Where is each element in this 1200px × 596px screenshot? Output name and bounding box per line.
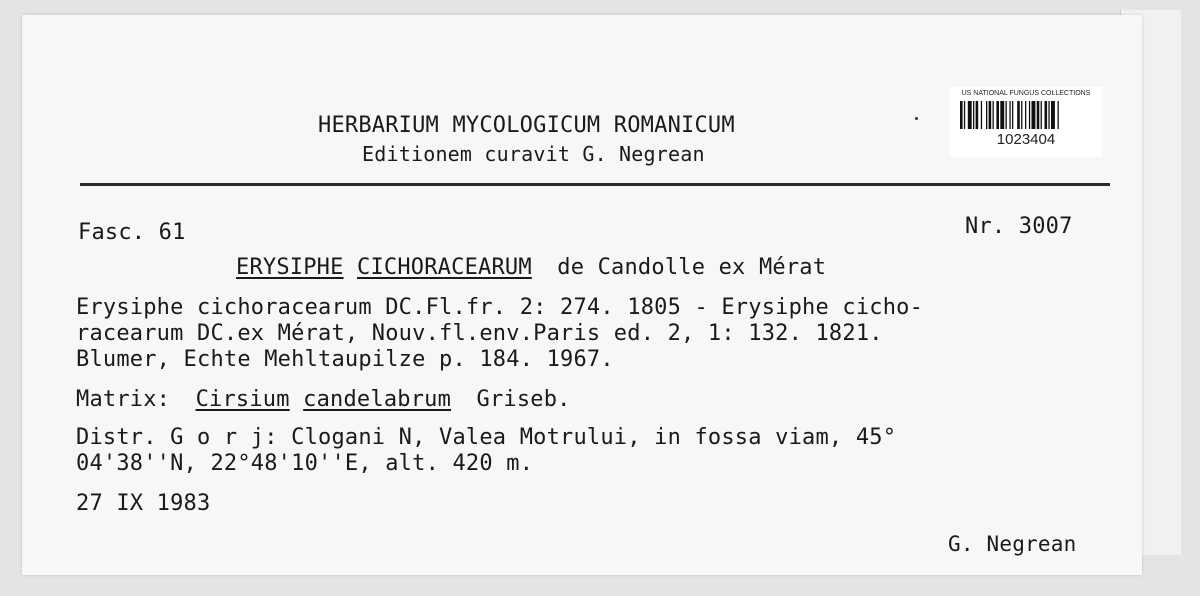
barcode-bar: [973, 101, 974, 129]
barcode-bar: [1051, 101, 1055, 129]
barcode-bar: [1000, 101, 1004, 129]
citation-line-1: Erysiphe cichoracearum DC.Fl.fr. 2: 274. 1805 - Erysiphe cicho-: [76, 295, 924, 320]
barcode-bar: [1048, 101, 1049, 129]
barcode-bar: [960, 101, 963, 129]
barcode-bar: [1041, 101, 1042, 129]
barcode-bar: [989, 101, 992, 129]
barcode-bar: [1017, 101, 1020, 129]
exsiccata-number: Nr. 3007: [965, 214, 1073, 239]
speck-mark: [915, 117, 918, 120]
barcode-bar: [1029, 101, 1030, 129]
taxon-author: de Candolle ex Mérat: [557, 255, 827, 280]
barcode-tag: [950, 87, 1102, 157]
barcode-bar: [1025, 101, 1026, 129]
editor-line: Editionem curavit G. Negrean: [362, 142, 705, 166]
barcode-bar: [968, 101, 972, 129]
barcode-bar: [986, 101, 987, 129]
barcode-bar: [1032, 101, 1036, 129]
fascicle-number: Fasc. 61: [78, 220, 186, 245]
header-divider: [80, 183, 1110, 186]
host-species: candelabrum: [303, 387, 452, 412]
barcode-bar: [964, 101, 965, 129]
herbarium-label: [22, 15, 1142, 575]
barcode-caption: US NATIONAL FUNGUS COLLECTIONS: [961, 90, 1091, 97]
barcode-bar: [1037, 101, 1040, 129]
distribution-line-2: 04'38''N, 22°48'10''E, alt. 420 m.: [76, 451, 534, 476]
citation-line-3: Blumer, Echte Mehltaupilze p. 184. 1967.: [76, 347, 614, 372]
barcode-bar: [1009, 101, 1010, 129]
barcode-icon: [960, 101, 1092, 129]
barcode-bar: [976, 101, 979, 129]
barcode-bar: [1045, 101, 1048, 129]
matrix-label: Matrix:: [76, 387, 171, 412]
host-genus: Cirsium: [195, 387, 290, 412]
host-author: Griseb.: [476, 387, 571, 412]
barcode-bar: [981, 101, 982, 129]
taxon-name: [236, 255, 826, 281]
barcode-bar: [996, 101, 999, 129]
barcode-bar: [993, 101, 994, 129]
matrix-line: [76, 387, 571, 413]
barcode-bar: [1012, 101, 1013, 129]
collector-name: G. Negrean: [948, 532, 1077, 556]
barcode-bar: [1021, 101, 1022, 129]
barcode-bar: [1006, 101, 1007, 129]
distribution-line-1: Distr. G o r j: Clogani N, Valea Motrului, in fossa viam, 45°: [76, 425, 897, 450]
citation-line-2: racearum DC.ex Mérat, Nouv.fl.env.Paris ed. 2, 1: 132. 1821.: [76, 321, 883, 346]
herbarium-title: HERBARIUM MYCOLOGICUM ROMANICUM: [318, 113, 735, 138]
collection-date: 27 IX 1983: [76, 491, 211, 516]
barcode-bar: [1058, 101, 1059, 129]
taxon-genus: ERYSIPHE: [236, 255, 344, 280]
taxon-epithet: CICHORACEARUM: [357, 255, 532, 280]
catalog-number: 1023404: [996, 131, 1056, 148]
